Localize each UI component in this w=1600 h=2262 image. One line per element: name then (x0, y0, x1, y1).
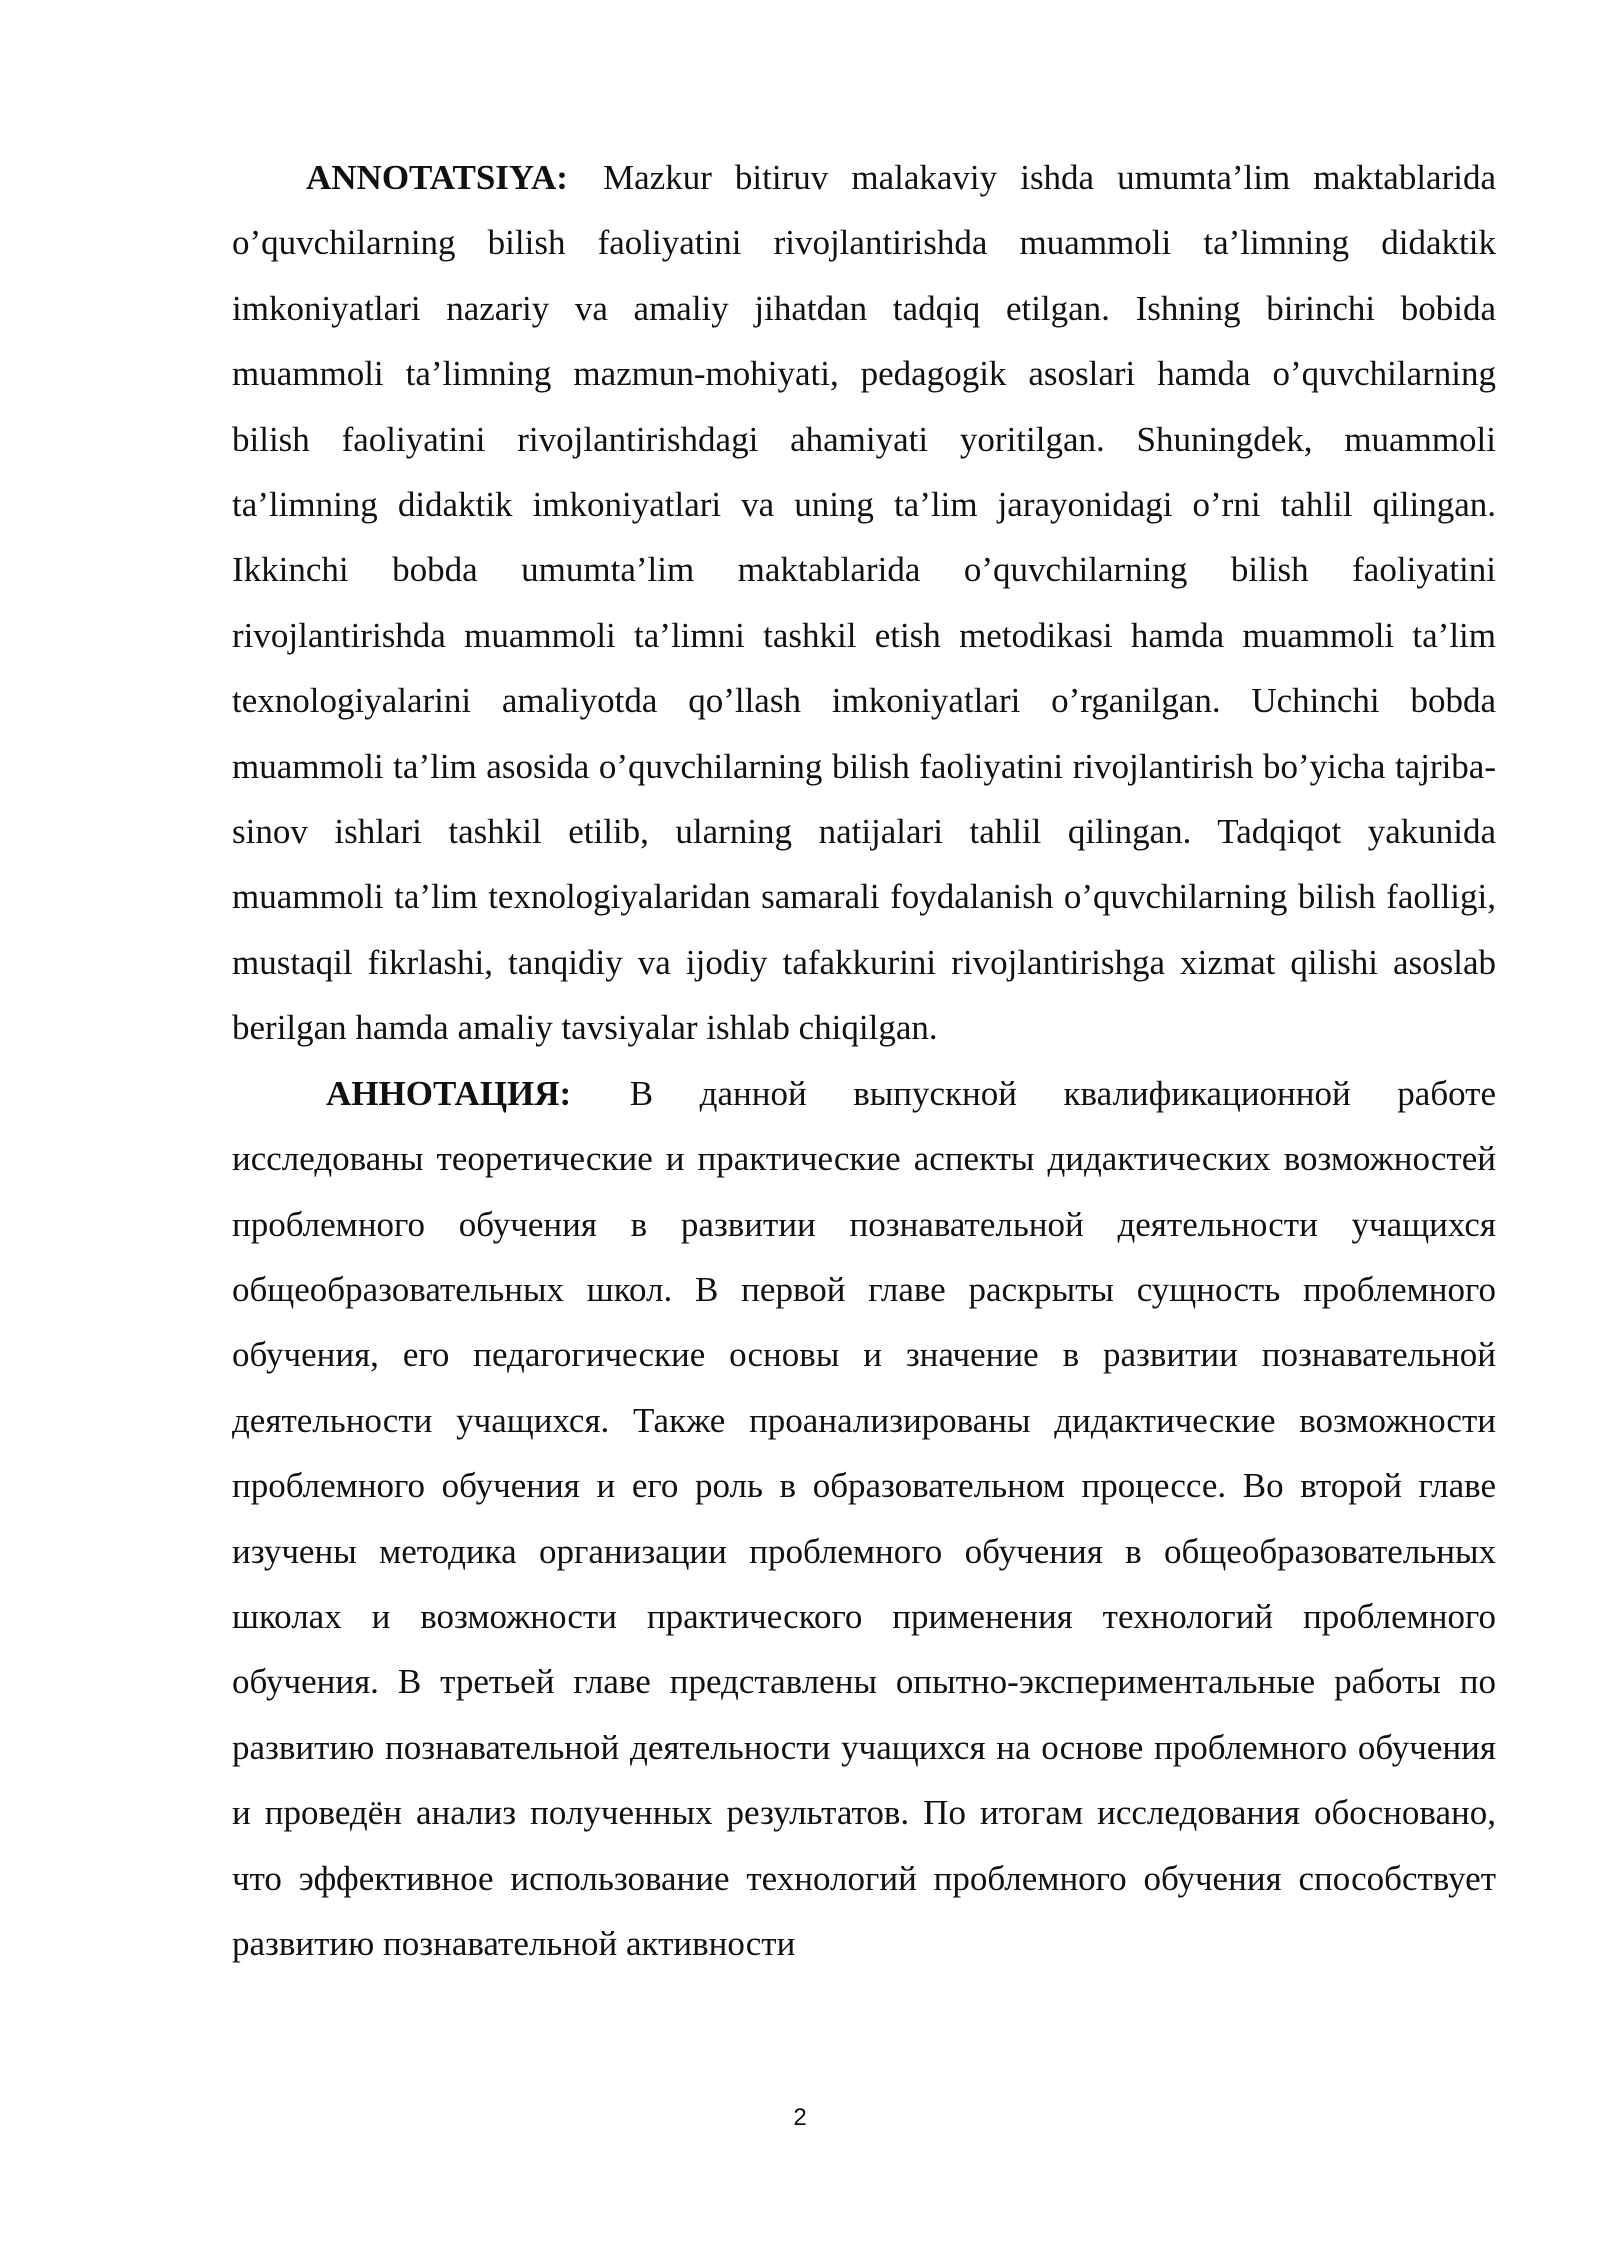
annotation-uzbek-paragraph (232, 145, 1496, 1061)
annotation-uzbek-text: Mazkur bitiruv malakaviy ishda umumta’lim maktablarida o’quvchilarning bilish faoliyatini rivojlantirishda muammoli ta’limning didaktik imkoniyatlari nazariy va amaliy jihatdan tadqiq etilgan. Ishning birinchi bobida muammoli ta’limning mazmun-mohiyati, pedagogik asoslari hamda o’quvchilarning bilish faoliyatini rivojlantirishdagi ahamiyati yoritilgan. Shuningdek, muammoli ta’limning didaktik imkoniyatlari va uning ta’lim jarayonidagi o’rni tahlil qilingan. Ikkinchi bobda umumta’lim maktablarida o’quvchilarning bilish faoliyatini rivojlantirishda muammoli ta’limni tashkil etish metodikasi hamda muammoli ta’lim texnologiyalarini amaliyotda qo’llash imkoniyatlari o’rganilgan. Uchinchi bobda muammoli ta’lim asosida o’quvchilarning bilish faoliyatini rivojlantirish bo’yicha tajriba-sinov ishlari tashkil etilib, ularning natijalari tahlil qilingan. Tadqiqot yakunida muammoli ta’lim texnologiyalaridan samarali foydalanish o’quvchilarning bilish faolligi, mustaqil fikrlashi, tanqidiy va ijodiy tafakkurini rivojlantirishga xizmat qilishi asoslab berilgan hamda amaliy tavsiyalar ishlab chiqilgan. (232, 158, 1496, 1048)
annotation-russian-text: В данной выпускной квалификационной работе исследованы теоретические и практические аспекты дидактических возможностей проблемного обучения в развитии познавательной деятельности учащихся общеобразовательных школ. В первой главе раскрыты сущность проблемного обучения, его педагогические основы и значение в развитии познавательной деятельности учащихся. Также проанализированы дидактические возможности проблемного обучения и его роль в образовательном процессе. Во второй главе изучены методика организации проблемного обучения в общеобразовательных школах и возможности практического применения технологий проблемного обучения. В третьей главе представлены опытно-экспериментальные работы по развитию познавательной деятельности учащихся на основе проблемного обучения и проведён анализ полученных результатов. По итогам исследования обосновано, что эффективное использование технологий проблемного обучения способствует развитию познавательной активности (232, 1073, 1496, 1963)
annotation-uzbek-heading: ANNOTATSIYA: (306, 158, 568, 197)
annotation-russian-heading: АННОТАЦИЯ: (326, 1073, 572, 1113)
annotation-russian-paragraph (232, 1061, 1496, 1977)
page-number: 2 (793, 2104, 807, 2131)
document-body (232, 145, 1496, 1976)
